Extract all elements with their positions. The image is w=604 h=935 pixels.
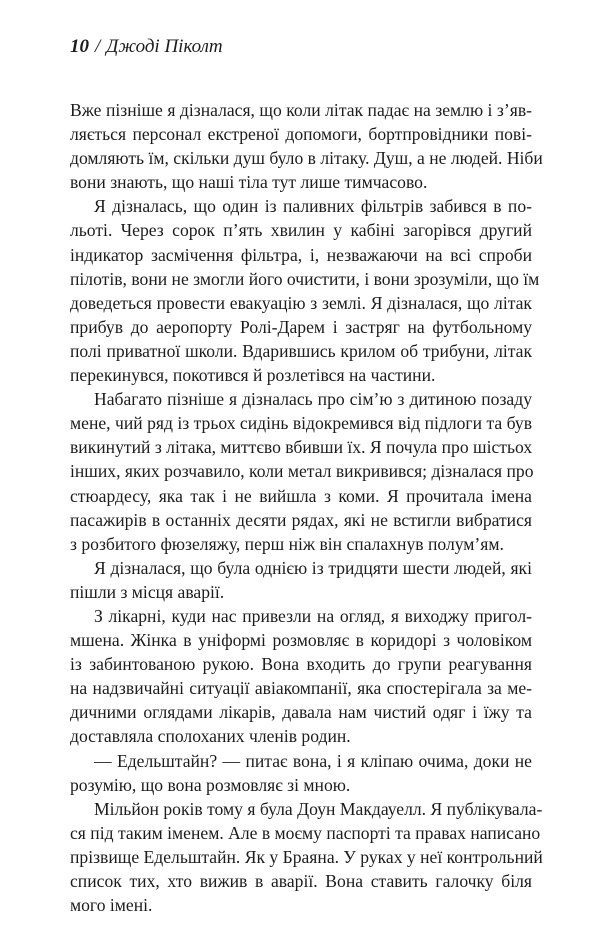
text-line: дичними оглядами лікарів, давала нам чистий одяг і їжу та xyxy=(70,702,532,723)
text-line: розумію, що вона розмовляє зі мною. xyxy=(70,774,351,795)
text-line: пішли з місця аварії. xyxy=(70,581,225,602)
text-line: індикатор засмічення фільтра, і, незважаючи на всі спроби xyxy=(70,244,532,265)
text-line: Набагато пізніше я дізналась про сім’ю з дитиною позаду xyxy=(94,389,532,410)
text-line: льоті. Через сорок п’ять хвилин у кабіні загорівся другий xyxy=(70,220,532,241)
text-line: ляється персонал екстреної допомоги, бортпровідники пові- xyxy=(70,124,532,145)
paragraph xyxy=(70,797,543,917)
text-line: З лікарні, куди нас привезли на огляд, я виходжу пригол- xyxy=(94,605,532,626)
text-line: Мільйон років тому я була Доун Макдауелл. Я публікувала- xyxy=(94,798,543,819)
text-line: на надзвичайні ситуації авіакомпанії, яка спостерігала за ме- xyxy=(70,678,532,699)
text-line: пілотів, вони не змогли його очистити, і вони зрозуміли, що їм xyxy=(70,268,540,289)
running-header xyxy=(70,36,223,58)
text-line: стюардесу, яка так і не вийшла з коми. Я прочитала імена xyxy=(70,485,532,506)
page-number: 10 xyxy=(70,36,89,57)
text-line: — Едельштайн? — питає вона, і я кліпаю очима, доки не xyxy=(94,750,532,771)
text-line: полі приватної школи. Вдарившись крилом об трибуни, літак xyxy=(70,340,532,361)
header-separator: / xyxy=(95,36,101,57)
text-line: мшена. Жінка в уніформі розмовляє в коридорі з чоловіком xyxy=(70,630,532,651)
text-line: доставляла сполоханих членів родин. xyxy=(70,726,351,747)
text-line: мого імені. xyxy=(70,895,153,916)
paragraph xyxy=(70,749,532,797)
paragraph xyxy=(70,194,540,387)
text-line: Я дізналась, що один із паливних фільтрів забився в по- xyxy=(94,196,532,217)
text-line: прізвище Едельштайн. Як у Браяна. У руках у неї контрольний xyxy=(70,846,543,867)
text-line: ся під таким іменем. Але в моєму паспорті та правах написано xyxy=(70,822,541,843)
text-line: мене, чий ряд із трьох сидінь відокремився від підлоги та був xyxy=(70,413,532,434)
author-name: Джоді Піколт xyxy=(106,36,223,57)
text-line: прибув до аеропорту Ролі-Дарем і застряг на футбольному xyxy=(70,316,532,337)
text-line: пасажирів в останніх десяти рядах, які не встигли вибратися xyxy=(70,509,532,530)
text-line: Я дізналася, що була однією із тридцяти шести людей, які xyxy=(94,557,532,578)
text-line: з розбитого фюзеляжу, перш ніж він спалахнув полум’ям. xyxy=(70,533,504,554)
text-line: із забинтованою рукою. Вона входить до групи реагування xyxy=(70,654,532,675)
text-line: доведеться провести евакуацію з землі. Я дізналася, що літак xyxy=(70,292,532,313)
text-line: домляють їм, скільки душ було в літаку. Душ, а не людей. Ніби xyxy=(70,148,543,169)
text-line: список тих, хто вижив в аварії. Вона ставить галочку біля xyxy=(70,871,532,891)
text-line: перекинувся, покотився й розлетівся на частини. xyxy=(70,365,436,386)
paragraph xyxy=(70,387,532,556)
paragraph xyxy=(70,604,532,749)
text-line: інших, яких розчавило, коли метал викривився; дізналася про xyxy=(70,461,534,482)
paragraph xyxy=(70,556,532,604)
page-body xyxy=(70,98,543,917)
text-line: викинутий з літака, миттєво вбивши їх. Я почула про шістьох xyxy=(70,437,533,458)
paragraph xyxy=(70,98,543,194)
text-line: Вже пізніше я дізналася, що коли літак падає на землю і з’яв- xyxy=(70,100,532,120)
text-line: вони знають, що наші тіла тут лише тимчасово. xyxy=(70,172,428,193)
